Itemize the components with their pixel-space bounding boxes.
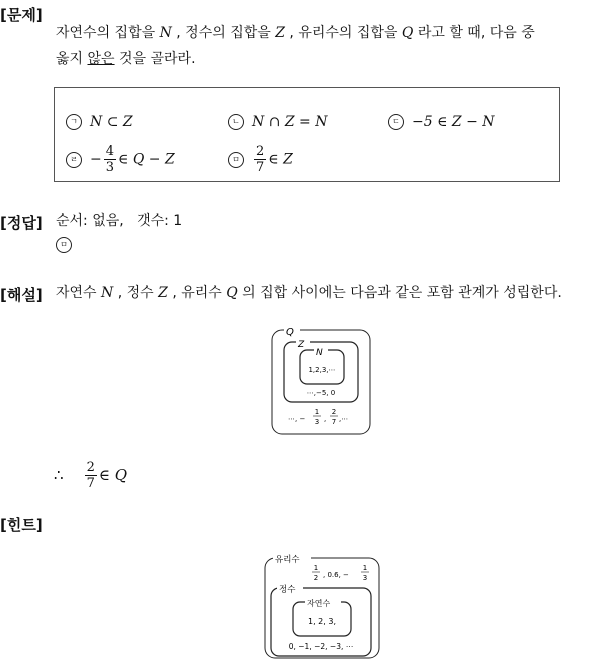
answer-marker: ㅁ xyxy=(56,237,72,253)
option-marker: ㄹ xyxy=(66,152,82,168)
conclusion xyxy=(54,460,127,491)
therefore-symbol: ∴ xyxy=(54,466,64,484)
option-3[interactable] xyxy=(388,114,495,130)
option-1[interactable] xyxy=(66,114,133,130)
outer-label: Q xyxy=(286,327,294,338)
option-5[interactable] xyxy=(228,144,293,175)
fraction-denominator: 7 xyxy=(256,160,265,175)
option-marker: ㄱ xyxy=(66,114,82,130)
answer-marker-row xyxy=(56,234,80,256)
outer-frac2-num: 2 xyxy=(331,408,337,416)
option-prefix: − xyxy=(90,151,102,168)
fraction-numerator: 2 xyxy=(86,460,95,475)
explanation-line xyxy=(56,282,562,304)
option-marker: ㄷ xyxy=(388,114,404,130)
set-z: Z xyxy=(158,285,168,301)
inner-content: 1,2,3,⋯ xyxy=(308,366,336,374)
number-set-diagram xyxy=(261,552,385,660)
fraction xyxy=(104,144,116,175)
outer-content-mid: , 0.6, − xyxy=(323,571,349,579)
inner-label: 자연수 xyxy=(307,599,331,608)
section-answer-label: [정답] xyxy=(0,214,43,232)
fraction xyxy=(254,144,266,175)
problem-text: 옳지 xyxy=(56,51,88,67)
fraction xyxy=(85,460,97,491)
outer-content-suffix: ,⋯ xyxy=(339,415,349,423)
section-problem-label: [문제] xyxy=(0,6,43,24)
option-marker: ㄴ xyxy=(228,114,244,130)
option-4[interactable] xyxy=(66,144,175,175)
option-expr: ∈ Z xyxy=(268,151,293,168)
middle-content: ⋯,−5, 0 xyxy=(306,389,336,397)
option-expr: ∈ Q − Z xyxy=(118,151,175,168)
set-q: Q xyxy=(226,285,238,301)
inner-label: N xyxy=(316,348,323,358)
middle-content: 0, −1, −2, −3, ⋯ xyxy=(288,642,354,651)
problem-line-2 xyxy=(56,48,196,70)
middle-label: Z xyxy=(298,340,305,350)
set-z: Z xyxy=(275,25,285,41)
fraction-numerator: 2 xyxy=(256,144,265,159)
section-explanation-label: [해설] xyxy=(0,286,43,304)
outer-frac1-den: 3 xyxy=(314,418,320,426)
section-hint-label: [힌트] xyxy=(0,516,43,534)
explanation-text: , 정수 xyxy=(113,285,159,301)
option-2[interactable] xyxy=(228,114,328,130)
problem-text: , 정수의 집합을 xyxy=(171,25,276,41)
explanation-text: , 유리수 xyxy=(167,285,227,301)
underlined-word: 않은 xyxy=(87,51,115,67)
outer-frac-a-num: 1 xyxy=(313,564,319,572)
problem-text: , 유리수의 집합을 xyxy=(284,25,402,41)
problem-line-1 xyxy=(56,22,535,44)
outer-frac1-num: 1 xyxy=(314,408,320,416)
set-inclusion-diagram xyxy=(268,324,376,438)
option-expr: N ∩ Z = N xyxy=(252,114,328,130)
set-q: Q xyxy=(401,25,414,41)
outer-content-prefix: ⋯, − xyxy=(288,415,306,423)
explanation-text: 자연수 xyxy=(56,285,102,301)
option-marker: ㅁ xyxy=(228,152,244,168)
set-n: N xyxy=(101,285,114,301)
problem-text: 자연수의 집합을 xyxy=(56,25,160,41)
fraction-denominator: 3 xyxy=(105,160,115,175)
outer-set-q xyxy=(272,330,370,434)
outer-frac-b-num: 1 xyxy=(362,564,368,572)
fraction-numerator: 4 xyxy=(105,144,115,159)
conclusion-expr: ∈ Q xyxy=(98,466,128,484)
set-n: N xyxy=(159,25,172,41)
fraction-denominator: 7 xyxy=(86,476,95,491)
option-expr: N ⊂ Z xyxy=(90,114,133,130)
inner-content: 1, 2, 3, xyxy=(308,617,336,626)
outer-label: 유리수 xyxy=(275,555,300,565)
problem-text: 라고 할 때, 다음 중 xyxy=(413,25,535,41)
separator-comma: , xyxy=(324,415,327,423)
answer-line: 순서: 없음, 갯수: 1 xyxy=(56,213,183,229)
middle-label: 정수 xyxy=(279,585,296,595)
outer-frac2-den: 7 xyxy=(331,418,337,426)
outer-frac-a-den: 2 xyxy=(313,574,319,582)
outer-frac-b-den: 3 xyxy=(362,574,368,582)
problem-text: 것을 골라라. xyxy=(114,51,196,67)
explanation-text: 의 집합 사이에는 다음과 같은 포함 관계가 성립한다. xyxy=(237,285,562,301)
option-expr: −5 ∈ Z − N xyxy=(412,114,495,130)
